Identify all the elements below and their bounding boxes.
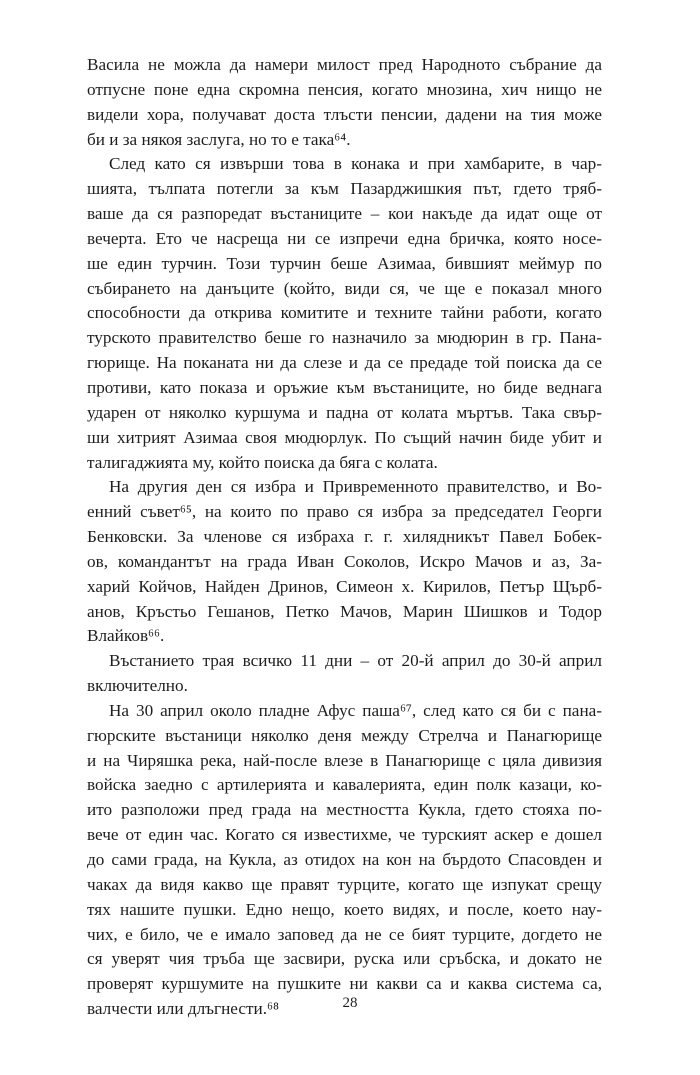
text-line: ов, командантът на града Иван Соколов, Искро Мачов и аз, За-: [87, 551, 602, 571]
text-line: тях нашите пушки. Едно нещо, което видях, и после, което нау-: [87, 899, 602, 919]
text-line: и на Чиряшка река, най-после влезе в Панагюрище с цяла дивизия: [87, 750, 602, 770]
text-line: ваше да ся разпоредат въстаниците – кои накъде да идат още от: [87, 204, 602, 224]
text-line: турското правителство беше го назначило за мюдюрин в гр. Пана-: [87, 328, 602, 348]
text-line: противи, като показа и оръжие към въстаниците, но биде веднага: [87, 377, 602, 397]
text-line: гюрище. На поканата ни да слезе и да се предаде той поиска да се: [87, 353, 602, 373]
text-line: Васила не можла да намери милост пред Народното събрание да: [87, 55, 602, 74]
text-line: вечерта. Ето че насреща ни се изпречи една бричка, която носе-: [87, 228, 602, 248]
text-line: След като ся извърши това в конака и при хамбарите, в чар-: [109, 154, 602, 174]
text-line: На 30 април около пладне Афус паша⁶⁷, след като ся би с пана-: [109, 700, 602, 720]
text-line: Влайков⁶⁶.: [87, 626, 165, 646]
text-line: Въстанието трая всичко 11 дни – от 20-й април до 30-й април: [109, 651, 602, 671]
text-line: ся уверят чия тръба ще засвири, руска или сръбска, и докато не: [87, 949, 602, 969]
text-line: На другия ден ся избра и Привременното правителство, и Во-: [109, 477, 602, 497]
text-line: енний съвет⁶⁵, на които по право ся избра за председател Георги: [87, 502, 602, 522]
text-line: способности да открива комитите и техните тайни работи, когато: [87, 303, 602, 323]
text-line: талигаджията му, който поиска да бяга с колата.: [87, 452, 438, 472]
text-line: включително.: [87, 676, 188, 696]
text-line: гюрските въстаници няколко деня между Стрелча и Панагюрище: [87, 725, 602, 745]
text-line: би и за някоя заслуга, но то е така⁶⁴.: [87, 129, 351, 149]
text-line: анов, Кръстьо Гешанов, Петко Мачов, Марин Шишков и Тодор: [87, 601, 602, 621]
text-line: вече от един час. Когато ся известихме, че турският аскер е дошел: [87, 825, 602, 845]
text-line: проверят куршумите на пушките ни какви са и каква система са,: [87, 974, 602, 994]
text-line: ше един турчин. Този турчин беше Азимаа, бившият меймур по: [87, 253, 602, 273]
text-line: ударен от няколко куршума и падна от колата мъртъв. Така свър-: [87, 402, 602, 422]
text-line: отпусне поне една скромна пенсия, когато мнозина, хич нищо не: [87, 79, 602, 99]
page-number: 28: [342, 995, 358, 1011]
text-line: Бенковски. За членове ся избраха г. г. хилядникът Павел Бобек-: [87, 527, 602, 547]
text-line: харий Койчов, Найден Дринов, Симеон х. Кирилов, Петър Щърб-: [87, 576, 602, 596]
text-line: видели хора, получават доста тлъсти пенсии, дадени на тия може: [87, 104, 602, 124]
text-line: войска заедно с артилерията и кавалерията, един полк казаци, ко-: [87, 775, 602, 795]
text-line: ши хитрият Азимаа своя мюдюрлук. По същий начин биде убит и: [87, 427, 602, 447]
text-line: до сами града, на Кукла, аз отидох на кон на бърдото Спасовден и: [87, 850, 602, 869]
text-line: чаках да видя какво ще правят турците, когато ще изпукат срещу: [87, 874, 602, 894]
text-line: шията, тълпата потегли за към Пазарджишкия път, гдето тряб-: [87, 179, 602, 199]
text-line: събирането на данъците (който, види ся, че ще е показал много: [87, 278, 602, 298]
body-text: [87, 53, 602, 1022]
text-line: ито разположи пред града на местността Кукла, гдето стояха по-: [87, 800, 602, 820]
text-line: валчести или длъгнести.⁶⁸: [87, 999, 279, 1019]
text-line: чих, е било, че е имало заповед да не се бият турците, догдето не: [87, 924, 602, 944]
